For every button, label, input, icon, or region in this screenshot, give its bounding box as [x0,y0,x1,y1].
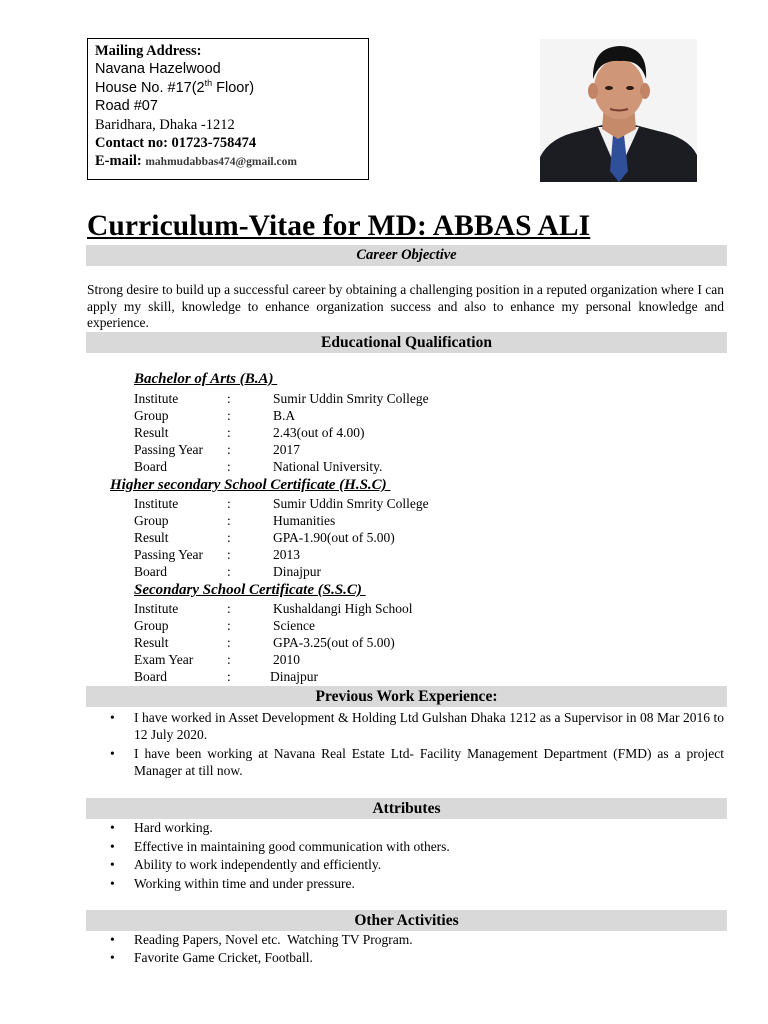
bullet-icon: • [110,746,115,762]
other-activities-list [86,932,724,967]
section-header-work-experience: Previous Work Experience: [86,686,727,707]
list-item: • I have been working at Navana Real Estate Ltd- Facility Management Department (FMD) as a project Manager at till now. [110,746,724,778]
qualification-heading-ba: Bachelor of Arts (B.A) [134,371,278,387]
bullet-icon: • [110,857,115,873]
address-line-4: Baridhara, Dhaka -1212 [95,116,235,133]
qualification-heading-hsc: Higher secondary School Certificate (H.S.C) [110,477,391,493]
contact-line: Contact no: 01723-758474 [95,135,257,152]
mailing-address-box [87,38,369,180]
section-header-education: Educational Qualification [86,332,727,353]
profile-photo [540,39,697,182]
contact-number: 01723-758474 [171,135,257,152]
bullet-icon: • [110,875,115,891]
qualification-heading-ssc: Secondary School Certificate (S.S.C) [134,582,366,598]
address-heading: Mailing Address: [95,43,202,59]
list-item: • Ability to work independently and efficiently. [110,857,382,873]
section-header-career-objective: Career Objective [86,245,727,266]
list-item: • Effective in maintaining good communication with others. [110,838,450,854]
career-objective-text: Strong desire to build up a successful career by obtaining a challenging position in a reputed organization where I can apply my skill, knowledge to enhance organization success and also to enhance my personal knowledge and experience. [87,282,724,331]
list-item: • Reading Papers, Novel etc. Watching TV Program. [110,932,413,947]
bullet-icon: • [110,820,115,835]
list-item: • Hard working. [110,820,213,835]
section-header-attributes: Attributes [86,798,727,819]
attributes-list [86,820,724,894]
bullet-icon: • [110,949,115,965]
page-title: Curriculum-Vitae for MD: ABBAS ALI [87,210,591,242]
bullet-icon: • [110,838,115,854]
bullet-icon: • [110,710,115,725]
email-address[interactable]: mahmudabbas474@gmail.com [145,156,297,169]
list-item: • Working within time and under pressure. [110,875,355,891]
work-experience-list [86,710,724,782]
address-line-1: Navana Hazelwood [95,61,221,78]
bullet-icon: • [110,932,115,947]
list-item: • I have worked in Asset Development & Holding Ltd Gulshan Dhaka 1212 as a Supervisor in 08 Mar 2016 to 12 July 2020. [110,710,724,742]
list-item: • Favorite Game Cricket, Football. [110,949,313,965]
section-header-other-activities: Other Activities [86,910,727,931]
email-line: E-mail: mahmudabbas474@gmail.com [95,153,297,170]
address-line-3: Road #07 [95,98,158,115]
address-line-2: House No. #17(2th Floor) [95,77,255,96]
